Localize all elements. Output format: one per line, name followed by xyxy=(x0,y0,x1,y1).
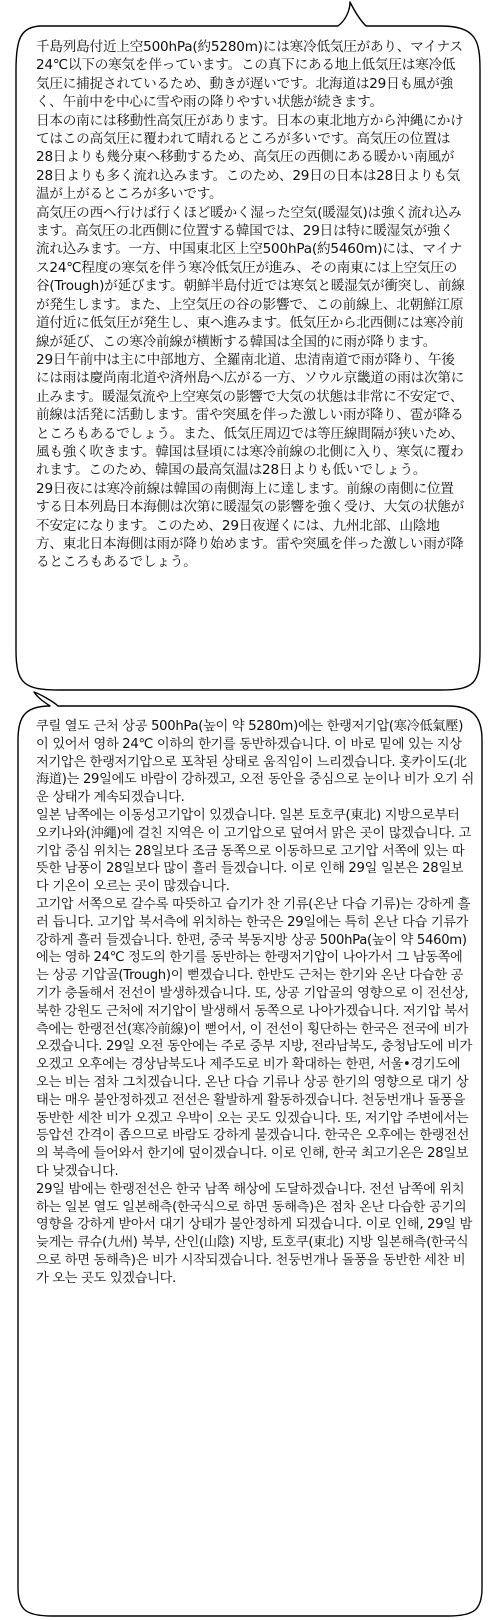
ko-paragraph: 일본 남쪽에는 이동성고기압이 있겠습니다. 일본 토호쿠(東北) 지방으로부터 오키나와(沖繩)에 걸친 지역은 이 고기압으로 덮여서 맑은 곳이 많겠습니다. 고기압 중심 위치는 28일보다 조금 동쪽으로 이동하므로 고기압 서쪽에 있는 따뜻한 남풍이 28일보다 많이 흘러 들겠습니다. 이로 인해 29일 일본은 28일보다 기온이 오르는 곳이 많겠습니다. xyxy=(36,807,472,895)
ko-paragraph: 고기압 서쪽으로 갈수록 따뜻하고 습기가 찬 기류(온난 다습 기류)는 강하게 흘러 듭니다. 고기압 북서측에 위치하는 한국은 29일에는 특히 온난 다습 기류가 강하게 흘러 들겠습니다. 한편, 중국 북동지방 상공 500hPa(높이 약 5460m)에는 영하 24℃ 정도의 한기를 동반하는 한랭저기압이 나아가서 그 남동쪽에는 상공 기압골(Trough)이 뻗겠습니다. 한반도 근처는 한기와 온난 다습한 공기가 충돌해서 전선이 발생하겠습니다. 또, 상공 기압골의 영향으로 이 전선상, 북한 강원도 근처에 저기압이 발생해서 동쪽으로 나아가겠습니다. 저기압 북서측에는 한랭전선(寒冷前線)이 뻗어서, 이 전선이 횡단하는 한국은 전국에 비가 오겠습니다. 29일 오전 동안에는 주로 중부 지방, 전라남북도, 충청남도에 비가 오겠고 오후에는 경상남북도나 제주도로 비가 확대하는 한편, 서울•경기도에 오는 비는 점차 그치겠습니다. 온난 다습 기류나 상공 한기의 영향으로 대기 상태는 매우 불안정하겠고 전선은 활발하게 활동하겠습니다. 천둥번개나 돌풍을 동반한 세찬 비가 오겠고 우박이 오는 곳도 있겠습니다. 또, 저기압 주변에서는 등압선 간격이 좁으므로 바람도 강하게 불겠습니다. 한국은 오후에는 한랭전선의 북측에 들어와서 한기에 덮이겠습니다. 이로 인해, 한국 최고기온은 28일보다 낮겠습니다. xyxy=(36,896,473,1179)
ja-paragraph: 高気圧の西へ行けば行くほど暖かく湿った空気(暖湿気)は強く流れ込みます。高気圧の北西側に位置する韓国では、29日は特に暖湿気が強く流れ込みます。一方、中国東北区上空500hPa(約5460m)には、マイナス24℃程度の寒気を伴う寒冷低気圧が進み、その南東には上空気圧の谷(Trough)が延びます。朝鮮半島付近では寒気と暖湿気が衝突し、前線が発生します。また、上空気圧の谷の影響で、この前線上、北朝鮮江原道付近に低気圧が発生し、東へ進みます。低気圧から北西側には寒冷前線が延び、この寒冷前線が横断する韓国は全国的に雨が降ります。 xyxy=(36,204,465,350)
speech-bubble-ja-text xyxy=(36,38,466,572)
ja-paragraph: 29日午前中は主に中部地方、全羅南北道、忠清南道で雨が降り、午後には雨は慶尚南北道や済州島へ広がる一方、ソウル京畿道の雨は次第に止みます。暖湿気流や上空寒気の影響で大気の状態は非常に不安定で、前線は活発に活動します。雷や突風を伴った激しい雨が降り、雹が降るところもあるでしょう。また、低気圧周辺では等圧線間隔が狭いため、風も強く吹きます。韓国は昼頃には寒冷前線の北側に入り、寒気に覆われます。このため、韓国の最高気温は28日よりも低いでしょう。 xyxy=(36,351,465,479)
speech-bubble-ko-text xyxy=(36,718,474,1288)
ko-paragraph: 쿠릴 열도 근처 상공 500hPa(높이 약 5280m)에는 한랭저기압(寒冷低氣壓)이 있어서 영하 24℃ 이하의 한기를 동반하겠습니다. 이 바로 밑에 있는 지상 저기압은 한랭저기압으로 포착된 상태로 움직임이 느리겠습니다. 홋카이도(北海道)는 29일에도 바람이 강하겠고, 오전 동안을 중심으로 눈이나 비가 오기 쉬운 상태가 계속되겠습니다. xyxy=(36,719,474,806)
ja-paragraph: 日本の南には移動性高気圧があります。日本の東北地方から沖縄にかけてはこの高気圧に覆われて晴れるところが多いです。高気圧の位置は28日よりも幾分東へ移動するため、高気圧の西側にある暖かい南風が28日よりも多く流れ込みます。このため、29日の日本は28日よりも気温が上がるところが多いです。 xyxy=(36,112,464,203)
ko-paragraph: 29일 밤에는 한랭전선은 한국 남쪽 해상에 도달하겠습니다. 전선 남쪽에 위치하는 일본 열도 일본해측(한국식으로 하면 동해측)은 점차 온난 다습한 공기의 영향을 강하게 받아서 대기 상태가 불안정하게 되겠습니다. 이로 인해, 29일 밤 늦게는 큐슈(九州) 북부, 산인(山陰) 지방, 토호쿠(東北) 지방 일본해측(한국식으로 하면 동해측)은 비가 시작되겠습니다. 천둥번개나 돌풍을 동반한 세찬 비가 오는 곳도 있겠습니다. xyxy=(36,1181,473,1286)
ja-paragraph: 29日夜には寒冷前線は韓国の南側海上に達します。前線の南側に位置する日本列島日本海側は次第に暖湿気の影響を強く受け、大気の状態が不安定になります。このため、29日夜遅くには、九州北部、山陰地方、東北日本海側は雨が降り始めます。雷や突風を伴った激しい雨が降るところもあるでしょう。 xyxy=(36,480,465,571)
ja-paragraph: 千島列島付近上空500hPa(約5280m)には寒冷低気圧があり、マイナス24℃以下の寒気を伴っています。この真下にある地上低気圧は寒冷低気圧に捕捉されているため、動きが遅いです。北海道は29日も風が強く、午前中を中心に雪や雨の降りやすい状態が続きます。 xyxy=(36,39,463,111)
